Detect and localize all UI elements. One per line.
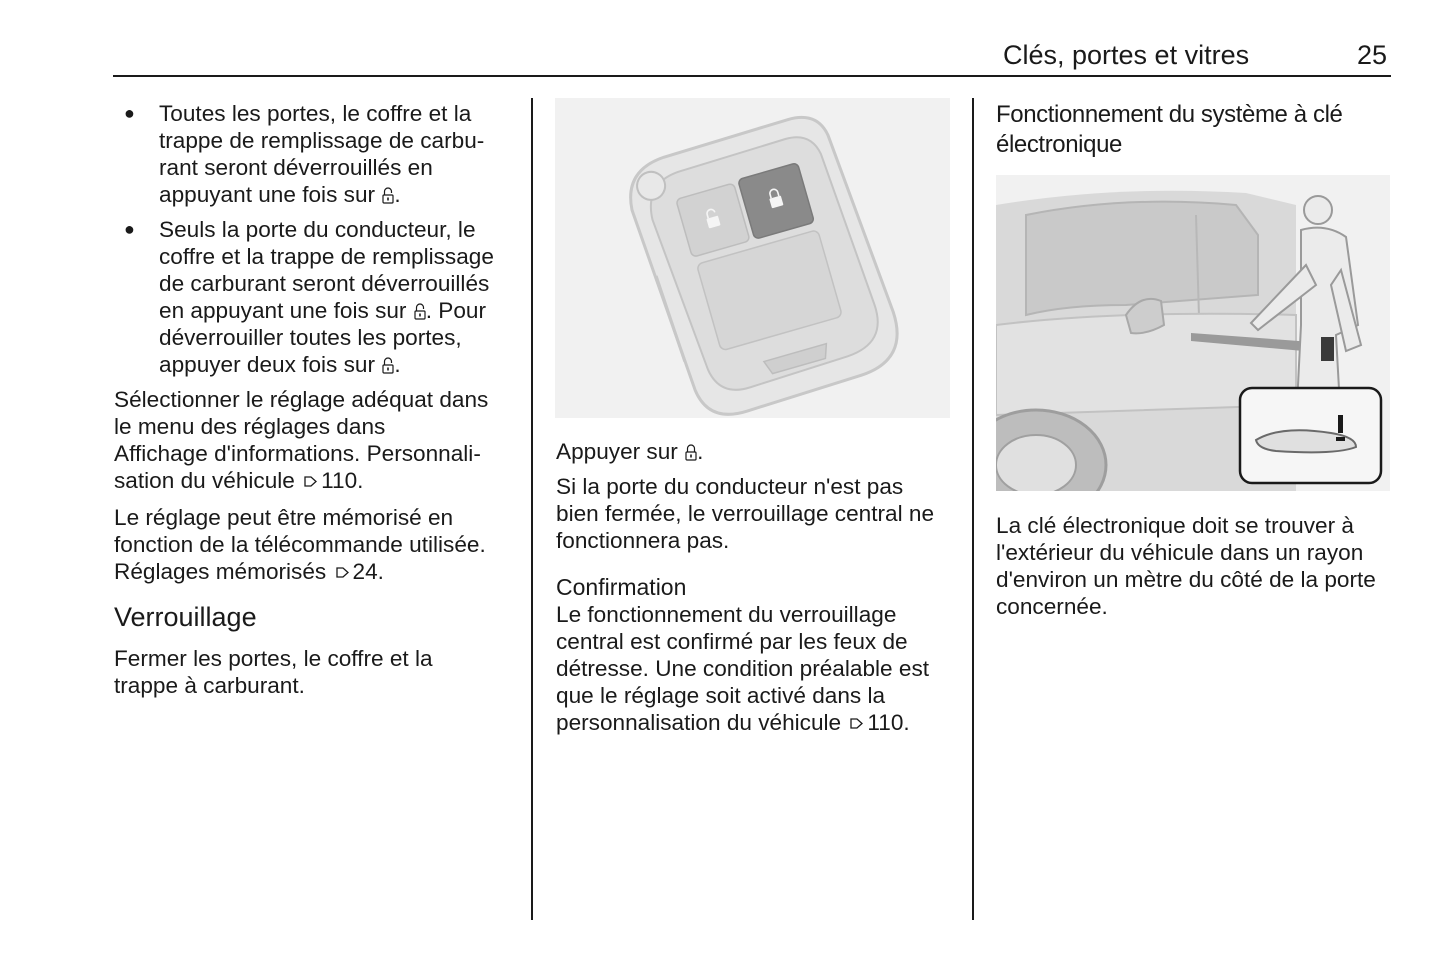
- unlock-icon: [414, 303, 426, 320]
- header-rule: [113, 75, 1391, 77]
- list-item: ● Seuls la porte du conducteur, le coffre et la trappe de remplissage de carburant seront déverrouillés en appuyant une fois sur . Pour déverrouiller toutes les portes, appuyer deux fois sur .: [124, 217, 494, 377]
- page-reference-icon: [335, 565, 350, 580]
- car-door-illustration: [996, 175, 1390, 491]
- column-3: [996, 512, 1406, 620]
- column-1: [114, 100, 519, 699]
- bullet-dot: ●: [124, 219, 135, 239]
- page-reference-icon: [303, 474, 318, 489]
- page-reference-link[interactable]: 24.: [352, 559, 384, 584]
- settings-paragraph: Sélectionner le réglage adéquat dans le menu des réglages dans Affichage d'informations. Personnali- sation du véhicule 110.: [114, 387, 489, 493]
- column-2: [556, 438, 956, 736]
- press-lock-paragraph: Appuyer sur .: [556, 439, 704, 464]
- section-heading-verrouillage: Verrouillage: [114, 602, 257, 632]
- subheading-confirmation: Confirmation: [556, 574, 687, 600]
- column-divider-right: [972, 98, 974, 920]
- column-divider-left: [531, 98, 533, 920]
- electronic-key-paragraph: La clé électronique doit se trouver à l'extérieur du véhicule dans un rayon d'environ un mètre du côté de la porte concernée.: [996, 513, 1376, 619]
- lock-icon: [685, 444, 697, 461]
- unlock-options-list: [114, 100, 519, 378]
- door-warning-paragraph: Si la porte du conducteur n'est pas bien fermée, le verrouillage central ne fonctionnera pas.: [556, 474, 935, 553]
- page-reference-icon: [849, 716, 864, 731]
- page-number: 25: [1357, 40, 1388, 70]
- memory-paragraph: Le réglage peut être mémorisé en fonction de la télécommande utilisée. Réglages mémorisés 24.: [114, 505, 486, 584]
- key-fob-drawing: [555, 98, 950, 418]
- list-item: ● Toutes les portes, le coffre et la trappe de remplissage de carbu- rant seront déverrouillés en appuyant une fois sur .: [124, 101, 485, 207]
- running-header-title: Clés, portes et vitres: [1003, 40, 1250, 70]
- bullet-dot: ●: [124, 103, 135, 123]
- car-door-drawing: [996, 175, 1390, 491]
- key-fob-illustration: [555, 98, 950, 418]
- unlock-icon: [382, 357, 394, 374]
- unlock-icon: [382, 187, 394, 204]
- page-reference-link[interactable]: 110.: [321, 468, 364, 493]
- page-reference-link[interactable]: 110.: [867, 710, 910, 735]
- confirmation-paragraph: Le fonctionnement du verrouillage central est confirmé par les feux de détresse. Une condition préalable est que le réglage soit activé dans la personnalisation du véhicule 110.: [556, 602, 930, 735]
- close-doors-paragraph: Fermer les portes, le coffre et la trappe à carburant.: [114, 646, 433, 698]
- section-heading-electronic-key: Fonctionnement du système à clé électronique: [996, 101, 1343, 158]
